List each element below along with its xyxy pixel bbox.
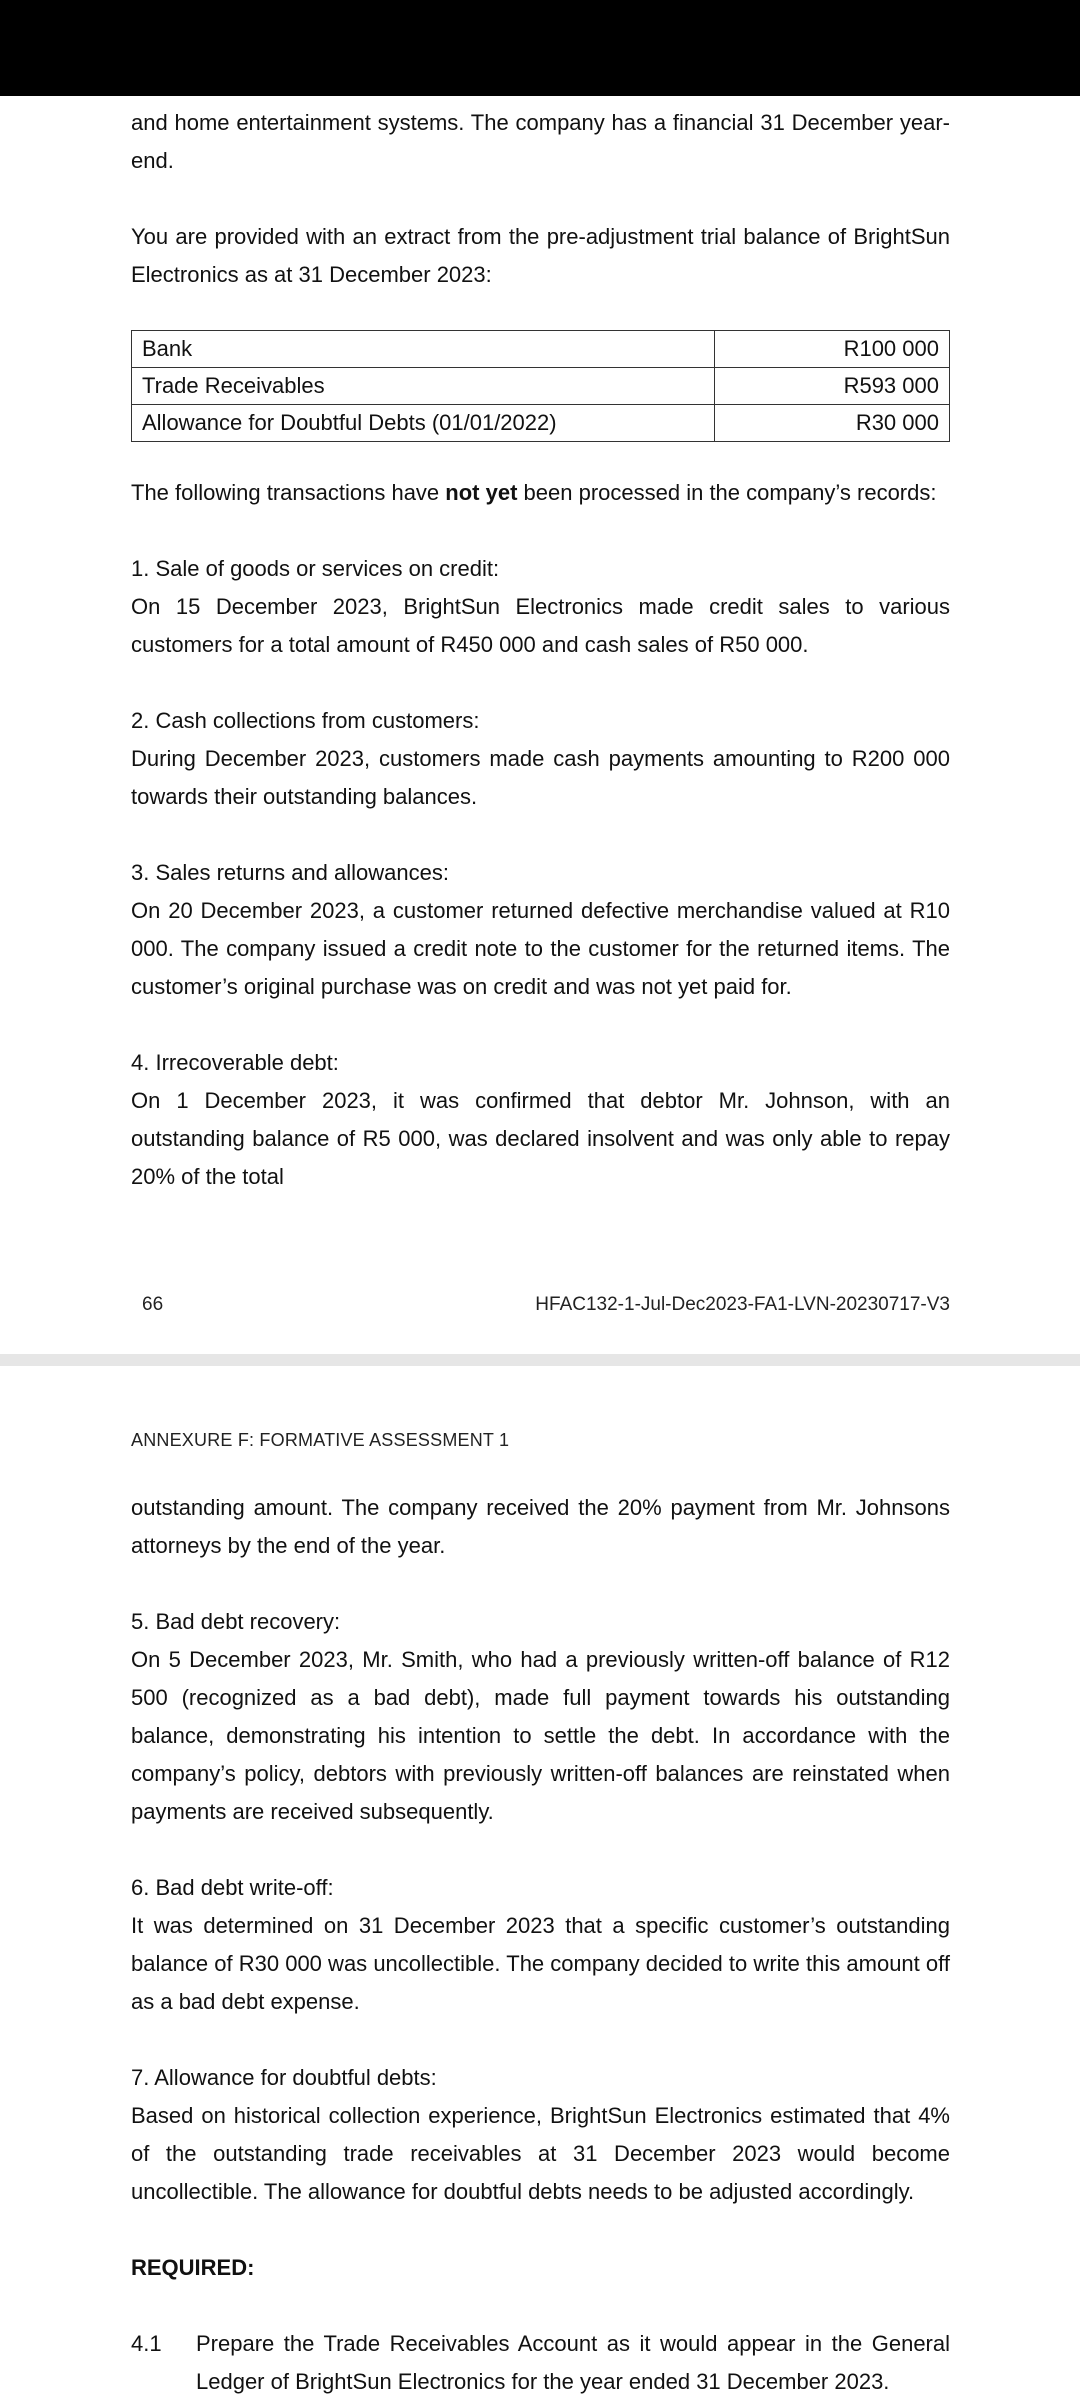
not-yet-emphasis: not yet bbox=[445, 480, 518, 505]
page-content bbox=[131, 1489, 950, 2401]
task-text: Prepare the Trade Receivables Account as it would appear in the General Ledger of BrightSun Electronics for the year ended 31 December 2023. bbox=[196, 2331, 950, 2394]
table-row bbox=[132, 368, 950, 405]
transaction-7-heading: 7. Allowance for doubtful debts: bbox=[131, 2065, 437, 2090]
page-content bbox=[131, 104, 950, 1196]
task-4-1 bbox=[131, 2325, 950, 2401]
transaction-6-body: It was determined on 31 December 2023 that a specific customer’s outstanding balance of R30 000 was uncollectible. The company decided to write this amount off as a bad debt expense. bbox=[131, 1913, 950, 2014]
transaction-2-heading: 2. Cash collections from customers: bbox=[131, 708, 480, 733]
not-processed-text: The following transactions have bbox=[131, 480, 446, 505]
transaction-3-body: On 20 December 2023, a customer returned defective merchandise valued at R10 000. The company issued a credit note to the customer for the returned items. The customer’s original purchase was on credit and was not yet paid for. bbox=[131, 898, 950, 999]
transaction-1-body: On 15 December 2023, BrightSun Electronics made credit sales to various customers for a total amount of R450 000 and cash sales of R50 000. bbox=[131, 594, 950, 657]
provided-paragraph: You are provided with an extract from the pre-adjustment trial balance of BrightSun Electronics as at 31 December 2023: bbox=[131, 224, 950, 287]
row-amount: R30 000 bbox=[715, 405, 950, 442]
transaction-4-continued: outstanding amount. The company received the 20% payment from Mr. Johnsons attorneys by the end of the year. bbox=[131, 1495, 950, 1558]
row-label: Trade Receivables bbox=[132, 368, 715, 405]
intro-paragraph: and home entertainment systems. The company has a financial 31 December year-end. bbox=[131, 110, 950, 173]
transaction-6-heading: 6. Bad debt write-off: bbox=[131, 1875, 334, 1900]
required-heading: REQUIRED: bbox=[131, 2255, 255, 2280]
task-number: 4.1 bbox=[131, 2331, 162, 2356]
transaction-4-body: On 1 December 2023, it was confirmed that debtor Mr. Johnson, with an outstanding balance of R5 000, was declared insolvent and was only able to repay 20% of the total bbox=[131, 1088, 950, 1189]
top-black-bar bbox=[0, 0, 1080, 96]
document-page-66 bbox=[0, 96, 1080, 1354]
document-page-67 bbox=[0, 1366, 1080, 2400]
row-amount: R100 000 bbox=[715, 331, 950, 368]
page-number: 66 bbox=[142, 1294, 164, 1315]
page-separator bbox=[0, 1354, 1080, 1366]
annexure-header: ANNEXURE F: FORMATIVE ASSESSMENT 1 bbox=[131, 1430, 510, 1450]
transaction-2-body: During December 2023, customers made cash payments amounting to R200 000 towards their outstanding balances. bbox=[131, 746, 950, 809]
transaction-7-body: Based on historical collection experience, BrightSun Electronics estimated that 4% of the outstanding trade receivables at 31 December 2023 would become uncollectible. The allowance for doubtful debts needs to be adjusted accordingly. bbox=[131, 2103, 950, 2204]
transaction-5-body: On 5 December 2023, Mr. Smith, who had a previously written-off balance of R12 500 (recognized as a bad debt), made full payment towards his outstanding balance, demonstrating his intention to settle the debt. In accordance with the company’s policy, debtors with previously written-off balances are reinstated when payments are received subsequently. bbox=[131, 1647, 950, 1824]
not-processed-paragraph bbox=[131, 474, 950, 512]
not-processed-text-end: been processed in the company’s records: bbox=[517, 480, 937, 505]
table-row bbox=[132, 405, 950, 442]
trial-balance-table bbox=[131, 330, 950, 442]
transaction-3-heading: 3. Sales returns and allowances: bbox=[131, 860, 449, 885]
row-label: Bank bbox=[132, 331, 715, 368]
transaction-4-heading: 4. Irrecoverable debt: bbox=[131, 1050, 339, 1075]
transaction-5-heading: 5. Bad debt recovery: bbox=[131, 1609, 341, 1634]
table-row bbox=[132, 331, 950, 368]
transaction-1-heading: 1. Sale of goods or services on credit: bbox=[131, 556, 500, 581]
document-code: HFAC132-1-Jul-Dec2023-FA1-LVN-20230717-V3 bbox=[535, 1294, 950, 1315]
row-label: Allowance for Doubtful Debts (01/01/2022) bbox=[132, 405, 715, 442]
row-amount: R593 000 bbox=[715, 368, 950, 405]
